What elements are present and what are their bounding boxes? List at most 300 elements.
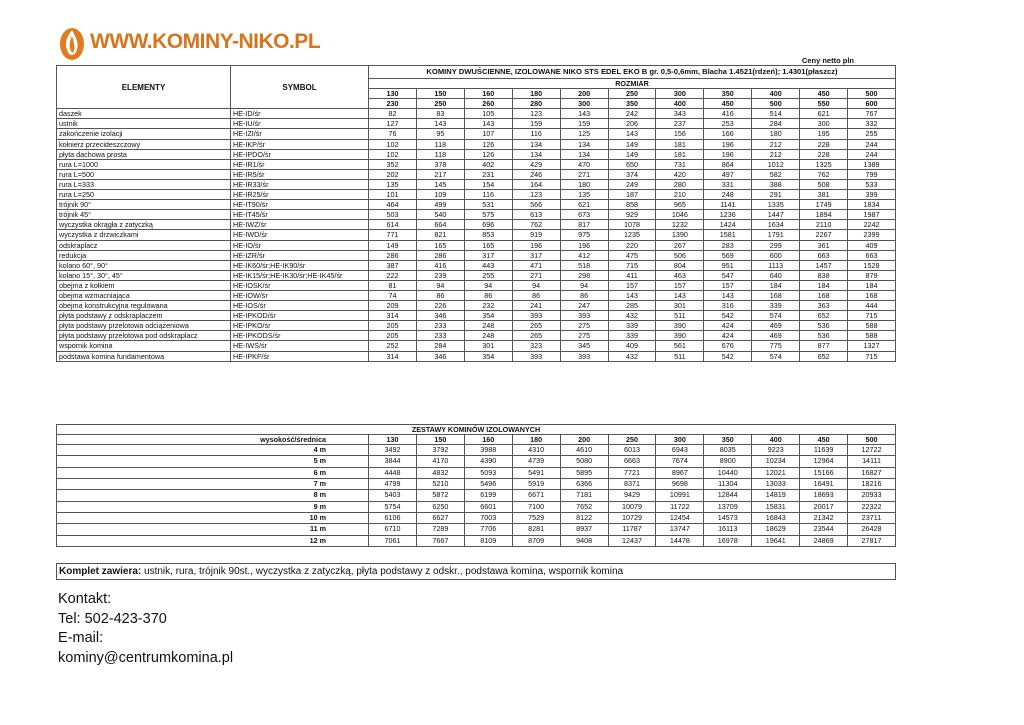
set-price-cell: 14819 bbox=[752, 490, 800, 501]
price-cell: 168 bbox=[848, 290, 896, 300]
price-cell: 159 bbox=[560, 119, 608, 129]
table-row bbox=[57, 250, 896, 260]
price-cell: 652 bbox=[800, 311, 848, 321]
element-symbol: HE-IOS/śr bbox=[231, 301, 369, 311]
price-cell: 411 bbox=[608, 270, 656, 280]
price-cell: 165 bbox=[416, 240, 464, 250]
set-price-cell: 5491 bbox=[512, 467, 560, 478]
set-price-cell: 22322 bbox=[848, 501, 896, 512]
size-inner-header: 300 bbox=[656, 89, 704, 99]
price-table bbox=[56, 65, 896, 362]
price-cell: 374 bbox=[608, 169, 656, 179]
price-cell: 2267 bbox=[800, 230, 848, 240]
price-cell: 432 bbox=[608, 351, 656, 361]
price-cell: 143 bbox=[560, 109, 608, 119]
size-inner-header: 150 bbox=[416, 89, 464, 99]
element-name: rura L=250 bbox=[57, 190, 231, 200]
price-cell: 600 bbox=[752, 250, 800, 260]
price-cell: 676 bbox=[704, 341, 752, 351]
element-symbol: HE-IPKF/śr bbox=[231, 351, 369, 361]
price-cell: 74 bbox=[369, 290, 417, 300]
size-outer-header: 280 bbox=[512, 99, 560, 109]
set-price-cell: 8109 bbox=[464, 535, 512, 546]
price-cell: 1389 bbox=[848, 159, 896, 169]
price-cell: 157 bbox=[608, 280, 656, 290]
price-cell: 187 bbox=[608, 190, 656, 200]
set-price-cell: 4170 bbox=[416, 456, 464, 467]
price-cell: 762 bbox=[512, 220, 560, 230]
price-cell: 838 bbox=[800, 270, 848, 280]
element-symbol: HE-IZI/śr bbox=[231, 129, 369, 139]
price-cell: 443 bbox=[464, 260, 512, 270]
price-cell: 265 bbox=[512, 331, 560, 341]
price-cell: 157 bbox=[704, 280, 752, 290]
size-inner-header: 500 bbox=[848, 89, 896, 99]
element-symbol: HE-IWZ/śr bbox=[231, 220, 369, 230]
table-row bbox=[57, 200, 896, 210]
table-row bbox=[57, 524, 896, 535]
element-name: obejma z kołkiem bbox=[57, 280, 231, 290]
set-size-header: 250 bbox=[608, 435, 656, 445]
price-cell: 582 bbox=[752, 169, 800, 179]
set-price-cell: 6199 bbox=[464, 490, 512, 501]
price-cell: 363 bbox=[800, 301, 848, 311]
set-size-header: 200 bbox=[560, 435, 608, 445]
price-cell: 650 bbox=[608, 159, 656, 169]
set-height: 9 m bbox=[57, 501, 369, 512]
set-price-cell: 6106 bbox=[369, 512, 417, 523]
price-cell: 249 bbox=[608, 179, 656, 189]
element-symbol: HE-IT90/śr bbox=[231, 200, 369, 210]
price-cell: 511 bbox=[656, 311, 704, 321]
set-price-cell: 12844 bbox=[704, 490, 752, 501]
set-price-cell: 12437 bbox=[608, 535, 656, 546]
table-row bbox=[57, 260, 896, 270]
element-name: płyta podstawy przelotowa odciążeniowa bbox=[57, 321, 231, 331]
element-symbol: HE-IO/śr bbox=[231, 240, 369, 250]
price-cell: 126 bbox=[464, 149, 512, 159]
price-cell: 283 bbox=[704, 240, 752, 250]
price-cell: 253 bbox=[704, 119, 752, 129]
price-cell: 393 bbox=[560, 311, 608, 321]
price-cell: 412 bbox=[560, 250, 608, 260]
set-price-cell: 24869 bbox=[800, 535, 848, 546]
price-cell: 212 bbox=[752, 139, 800, 149]
price-cell: 1113 bbox=[752, 260, 800, 270]
set-price-cell: 4739 bbox=[512, 456, 560, 467]
table-row bbox=[57, 479, 896, 490]
price-cell: 123 bbox=[512, 109, 560, 119]
table-row bbox=[57, 190, 896, 200]
price-cell: 156 bbox=[656, 129, 704, 139]
set-price-cell: 9698 bbox=[656, 479, 704, 490]
price-cell: 429 bbox=[512, 159, 560, 169]
price-cell: 506 bbox=[656, 250, 704, 260]
price-cell: 237 bbox=[656, 119, 704, 129]
price-cell: 409 bbox=[608, 341, 656, 351]
price-cell: 469 bbox=[752, 321, 800, 331]
price-cell: 1634 bbox=[752, 220, 800, 230]
table-row bbox=[57, 109, 896, 119]
price-cell: 613 bbox=[512, 210, 560, 220]
price-cell: 339 bbox=[608, 321, 656, 331]
set-price-cell: 8937 bbox=[560, 524, 608, 535]
col-symbol-header: SYMBOL bbox=[231, 66, 369, 109]
price-cell: 715 bbox=[608, 260, 656, 270]
element-symbol: HE-IK15/śr;HE-IK30/śr;HE-IK45/śr bbox=[231, 270, 369, 280]
table-row bbox=[57, 139, 896, 149]
size-inner-header: 160 bbox=[464, 89, 512, 99]
price-cell: 222 bbox=[369, 270, 417, 280]
set-price-cell: 12722 bbox=[848, 445, 896, 456]
price-cell: 1232 bbox=[656, 220, 704, 230]
set-price-cell: 12964 bbox=[800, 456, 848, 467]
set-price-cell: 13033 bbox=[752, 479, 800, 490]
set-size-header: 150 bbox=[416, 435, 464, 445]
price-cell: 511 bbox=[656, 351, 704, 361]
set-size-header: 180 bbox=[512, 435, 560, 445]
price-cell: 409 bbox=[848, 240, 896, 250]
set-price-cell: 5919 bbox=[512, 479, 560, 490]
set-price-cell: 7181 bbox=[560, 490, 608, 501]
price-cell: 470 bbox=[560, 159, 608, 169]
price-cell: 166 bbox=[704, 129, 752, 139]
price-cell: 143 bbox=[464, 119, 512, 129]
element-name: redukcja bbox=[57, 250, 231, 260]
element-name: daszek bbox=[57, 109, 231, 119]
price-cell: 255 bbox=[464, 270, 512, 280]
price-cell: 1447 bbox=[752, 210, 800, 220]
price-cell: 1046 bbox=[656, 210, 704, 220]
price-cell: 196 bbox=[560, 240, 608, 250]
price-cell: 673 bbox=[560, 210, 608, 220]
price-cell: 181 bbox=[656, 139, 704, 149]
price-cell: 339 bbox=[608, 331, 656, 341]
element-symbol: HE-IOW/śr bbox=[231, 290, 369, 300]
size-outer-header: 500 bbox=[752, 99, 800, 109]
price-cell: 184 bbox=[800, 280, 848, 290]
set-price-cell: 8122 bbox=[560, 512, 608, 523]
price-cell: 1457 bbox=[800, 260, 848, 270]
price-cell: 354 bbox=[464, 351, 512, 361]
price-cell: 286 bbox=[416, 250, 464, 260]
corner-header: wysokość/średnica bbox=[57, 435, 369, 445]
set-price-cell: 12454 bbox=[656, 512, 704, 523]
element-name: podstawa komina fundamentowa bbox=[57, 351, 231, 361]
price-cell: 205 bbox=[369, 331, 417, 341]
price-cell: 346 bbox=[416, 351, 464, 361]
set-height: 10 m bbox=[57, 512, 369, 523]
element-symbol: HE-IR5/śr bbox=[231, 169, 369, 179]
element-name: kolano 15°, 30°, 45° bbox=[57, 270, 231, 280]
size-inner-header: 130 bbox=[369, 89, 417, 99]
price-cell: 339 bbox=[752, 301, 800, 311]
price-cell: 154 bbox=[464, 179, 512, 189]
table-row bbox=[57, 456, 896, 467]
set-price-cell: 5895 bbox=[560, 467, 608, 478]
price-cell: 975 bbox=[560, 230, 608, 240]
size-outer-header: 550 bbox=[800, 99, 848, 109]
price-cell: 390 bbox=[656, 321, 704, 331]
set-price-cell: 9429 bbox=[608, 490, 656, 501]
price-cell: 1235 bbox=[608, 230, 656, 240]
price-cell: 858 bbox=[608, 200, 656, 210]
price-cell: 393 bbox=[512, 351, 560, 361]
price-cell: 331 bbox=[704, 179, 752, 189]
price-cell: 94 bbox=[416, 280, 464, 290]
set-price-cell: 5496 bbox=[464, 479, 512, 490]
set-price-cell: 7667 bbox=[416, 535, 464, 546]
price-cell: 566 bbox=[512, 200, 560, 210]
price-cell: 135 bbox=[369, 179, 417, 189]
set-price-cell: 7706 bbox=[464, 524, 512, 535]
set-size-header: 400 bbox=[752, 435, 800, 445]
price-cell: 696 bbox=[464, 220, 512, 230]
table-row bbox=[57, 290, 896, 300]
price-cell: 180 bbox=[752, 129, 800, 139]
price-cell: 116 bbox=[512, 129, 560, 139]
komplet-text: ustnik, rura, trójnik 90st., wyczystka z zatyczką, płyta podstawy z odskr., podstawa komina, wspornik komina bbox=[141, 566, 624, 577]
price-cell: 248 bbox=[464, 331, 512, 341]
price-cell: 1335 bbox=[752, 200, 800, 210]
set-price-cell: 7289 bbox=[416, 524, 464, 535]
price-cell: 202 bbox=[369, 169, 417, 179]
element-name: trójnik 90° bbox=[57, 200, 231, 210]
contact-phone[interactable]: Tel: 502-423-370 bbox=[58, 610, 167, 627]
price-cell: 125 bbox=[560, 129, 608, 139]
price-cell: 497 bbox=[704, 169, 752, 179]
set-price-cell: 3792 bbox=[416, 445, 464, 456]
set-price-cell: 3492 bbox=[369, 445, 417, 456]
price-cell: 503 bbox=[369, 210, 417, 220]
price-cell: 86 bbox=[560, 290, 608, 300]
price-cell: 614 bbox=[369, 220, 417, 230]
price-cell: 143 bbox=[608, 129, 656, 139]
element-name: rura L=1000 bbox=[57, 159, 231, 169]
price-cell: 317 bbox=[464, 250, 512, 260]
element-name: rura L=333 bbox=[57, 179, 231, 189]
price-cell: 1987 bbox=[848, 210, 896, 220]
table-row bbox=[57, 210, 896, 220]
set-price-cell: 9223 bbox=[752, 445, 800, 456]
price-cell: 228 bbox=[800, 149, 848, 159]
set-price-cell: 8709 bbox=[512, 535, 560, 546]
price-cell: 762 bbox=[800, 169, 848, 179]
element-name: płyta podstawy z odskraplaczem bbox=[57, 311, 231, 321]
price-cell: 134 bbox=[560, 149, 608, 159]
size-outer-header: 400 bbox=[656, 99, 704, 109]
set-price-cell: 16978 bbox=[704, 535, 752, 546]
price-cell: 540 bbox=[416, 210, 464, 220]
komplet-note bbox=[56, 563, 896, 580]
price-cell: 267 bbox=[656, 240, 704, 250]
price-cell: 416 bbox=[704, 109, 752, 119]
price-cell: 343 bbox=[656, 109, 704, 119]
price-cell: 715 bbox=[848, 311, 896, 321]
price-cell: 621 bbox=[800, 109, 848, 119]
price-cell: 168 bbox=[752, 290, 800, 300]
element-name: rura L=500 bbox=[57, 169, 231, 179]
set-price-cell: 5872 bbox=[416, 490, 464, 501]
price-cell: 574 bbox=[752, 351, 800, 361]
price-cell: 399 bbox=[848, 190, 896, 200]
set-size-header: 350 bbox=[704, 435, 752, 445]
element-symbol: HE-IPKO/śr bbox=[231, 321, 369, 331]
set-price-cell: 8035 bbox=[704, 445, 752, 456]
contact-email[interactable]: kominy@centrumkomina.pl bbox=[58, 649, 234, 666]
set-price-cell: 14478 bbox=[656, 535, 704, 546]
price-cell: 247 bbox=[560, 301, 608, 311]
price-cell: 817 bbox=[560, 220, 608, 230]
price-cell: 469 bbox=[752, 331, 800, 341]
price-cell: 226 bbox=[416, 301, 464, 311]
price-cell: 393 bbox=[512, 311, 560, 321]
table-row bbox=[57, 467, 896, 478]
price-cell: 102 bbox=[369, 149, 417, 159]
table-row bbox=[57, 280, 896, 290]
set-price-cell: 10234 bbox=[752, 456, 800, 467]
element-symbol: HE-IPKOD/śr bbox=[231, 311, 369, 321]
price-cell: 217 bbox=[416, 169, 464, 179]
set-price-cell: 27817 bbox=[848, 535, 896, 546]
set-price-cell: 18629 bbox=[752, 524, 800, 535]
price-cell: 393 bbox=[560, 351, 608, 361]
element-symbol: HE-IOSK/śr bbox=[231, 280, 369, 290]
price-cell: 143 bbox=[656, 290, 704, 300]
price-cell: 663 bbox=[800, 250, 848, 260]
price-cell: 771 bbox=[369, 230, 417, 240]
price-cell: 180 bbox=[560, 179, 608, 189]
set-price-cell: 7721 bbox=[608, 467, 656, 478]
element-name: kołnierz przecideszczowy bbox=[57, 139, 231, 149]
set-price-cell: 16843 bbox=[752, 512, 800, 523]
price-cell: 1390 bbox=[656, 230, 704, 240]
price-cell: 291 bbox=[752, 190, 800, 200]
set-size-header: 130 bbox=[369, 435, 417, 445]
price-cell: 248 bbox=[704, 190, 752, 200]
element-name: ustnik bbox=[57, 119, 231, 129]
table-row bbox=[57, 351, 896, 361]
set-price-cell: 8281 bbox=[512, 524, 560, 535]
table-row bbox=[57, 445, 896, 456]
price-cell: 244 bbox=[848, 149, 896, 159]
price-cell: 95 bbox=[416, 129, 464, 139]
table-row bbox=[57, 501, 896, 512]
price-cell: 463 bbox=[656, 270, 704, 280]
price-cell: 314 bbox=[369, 311, 417, 321]
set-price-cell: 6013 bbox=[608, 445, 656, 456]
price-cell: 301 bbox=[464, 341, 512, 351]
sets-table bbox=[56, 424, 896, 547]
price-cell: 1791 bbox=[752, 230, 800, 240]
price-cell: 663 bbox=[848, 250, 896, 260]
set-price-cell: 4832 bbox=[416, 467, 464, 478]
size-inner-header: 250 bbox=[608, 89, 656, 99]
price-cell: 316 bbox=[704, 301, 752, 311]
price-cell: 134 bbox=[512, 149, 560, 159]
price-cell: 210 bbox=[656, 190, 704, 200]
price-cell: 804 bbox=[656, 260, 704, 270]
price-cell: 157 bbox=[656, 280, 704, 290]
price-cell: 265 bbox=[512, 321, 560, 331]
price-cell: 143 bbox=[608, 290, 656, 300]
set-price-cell: 6671 bbox=[512, 490, 560, 501]
price-cell: 299 bbox=[752, 240, 800, 250]
element-symbol: HE-IZR/śr bbox=[231, 250, 369, 260]
price-cell: 212 bbox=[752, 149, 800, 159]
size-outer-header: 250 bbox=[416, 99, 464, 109]
price-cell: 2399 bbox=[848, 230, 896, 240]
price-cell: 536 bbox=[800, 321, 848, 331]
size-inner-header: 350 bbox=[704, 89, 752, 99]
set-price-cell: 13747 bbox=[656, 524, 704, 535]
price-cell: 1141 bbox=[704, 200, 752, 210]
price-cell: 323 bbox=[512, 341, 560, 351]
price-cell: 248 bbox=[464, 321, 512, 331]
price-cell: 301 bbox=[656, 301, 704, 311]
price-cell: 314 bbox=[369, 351, 417, 361]
price-cell: 536 bbox=[800, 331, 848, 341]
price-cell: 116 bbox=[464, 190, 512, 200]
price-cell: 127 bbox=[369, 119, 417, 129]
table-row bbox=[57, 535, 896, 546]
size-outer-header: 600 bbox=[848, 99, 896, 109]
table-row bbox=[57, 119, 896, 129]
price-cell: 332 bbox=[848, 119, 896, 129]
price-cell: 94 bbox=[512, 280, 560, 290]
table-row bbox=[57, 159, 896, 169]
price-cell: 206 bbox=[608, 119, 656, 129]
set-price-cell: 15166 bbox=[800, 467, 848, 478]
set-price-cell: 8967 bbox=[656, 467, 704, 478]
price-cell: 184 bbox=[848, 280, 896, 290]
element-name: wyczystka okrągła z zatyczką bbox=[57, 220, 231, 230]
price-cell: 94 bbox=[464, 280, 512, 290]
set-price-cell: 9408 bbox=[560, 535, 608, 546]
price-cell: 233 bbox=[416, 331, 464, 341]
price-cell: 1078 bbox=[608, 220, 656, 230]
element-symbol: HE-IKP/śr bbox=[231, 139, 369, 149]
element-name: trójnik 45° bbox=[57, 210, 231, 220]
set-price-cell: 4610 bbox=[560, 445, 608, 456]
set-price-cell: 11787 bbox=[608, 524, 656, 535]
price-cell: 165 bbox=[464, 240, 512, 250]
set-price-cell: 6250 bbox=[416, 501, 464, 512]
price-cell: 561 bbox=[656, 341, 704, 351]
set-price-cell: 18693 bbox=[800, 490, 848, 501]
price-cell: 143 bbox=[704, 290, 752, 300]
table-row bbox=[57, 149, 896, 159]
set-price-cell: 16491 bbox=[800, 479, 848, 490]
price-cell: 1749 bbox=[800, 200, 848, 210]
set-price-cell: 7652 bbox=[560, 501, 608, 512]
price-cell: 145 bbox=[416, 179, 464, 189]
price-cell: 569 bbox=[704, 250, 752, 260]
price-cell: 1236 bbox=[704, 210, 752, 220]
price-cell: 241 bbox=[512, 301, 560, 311]
element-name: wyczystka z drzwiczkami bbox=[57, 230, 231, 240]
element-symbol: HE-IWS/śr bbox=[231, 341, 369, 351]
price-cell: 387 bbox=[369, 260, 417, 270]
price-cell: 205 bbox=[369, 321, 417, 331]
price-cell: 1327 bbox=[848, 341, 896, 351]
set-price-cell: 13709 bbox=[704, 501, 752, 512]
set-price-cell: 23711 bbox=[848, 512, 896, 523]
price-cell: 767 bbox=[848, 109, 896, 119]
price-cell: 135 bbox=[560, 190, 608, 200]
price-cell: 388 bbox=[752, 179, 800, 189]
sets-size-row bbox=[57, 435, 896, 445]
